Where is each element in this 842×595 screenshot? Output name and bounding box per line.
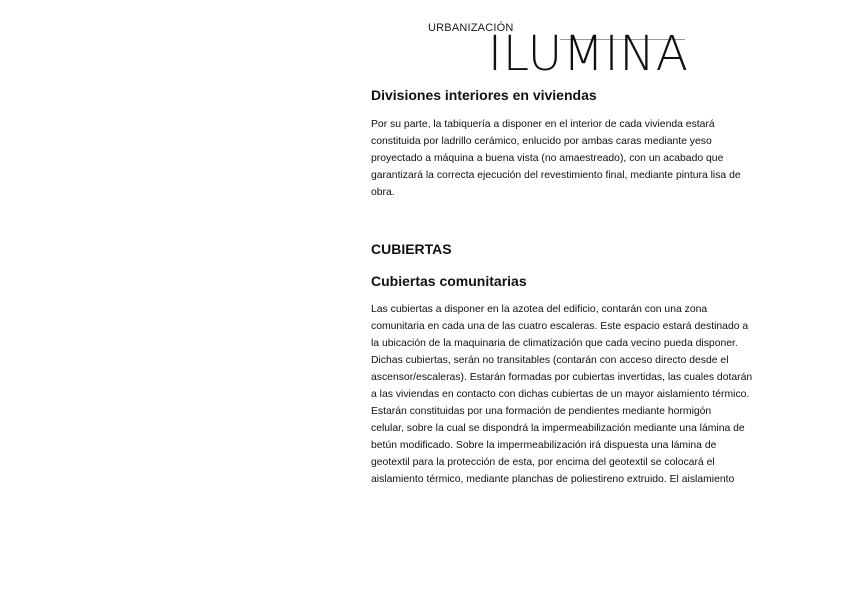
paragraph-line: comunitaria en cada una de las cuatro escaleras. Este espacio estará destinado a bbox=[371, 321, 749, 332]
heading-cubiertas: CUBIERTAS bbox=[371, 241, 452, 257]
paragraph-line: constituida por ladrillo cerámico, enlucido por ambas caras mediante yeso bbox=[371, 136, 712, 147]
paragraph-divisiones bbox=[371, 116, 776, 201]
heading-cubiertas-comunitarias: Cubiertas comunitarias bbox=[371, 273, 527, 289]
paragraph-line: ascensor/escaleras). Estarán formadas por cubiertas invertidas, las cuales dotarán bbox=[371, 372, 753, 383]
paragraph-line: proyectado a máquina a buena vista (no amaestreado), con un acabado que bbox=[371, 153, 724, 164]
paragraph-line: celular, sobre la cual se dispondrá la impermeabilización mediante una lámina de bbox=[371, 423, 745, 434]
logo-title: ILUMINA bbox=[488, 26, 689, 82]
paragraph-line: obra. bbox=[371, 187, 395, 198]
paragraph-line: Por su parte, la tabiquería a disponer en el interior de cada vivienda estará bbox=[371, 119, 715, 130]
heading-divisiones: Divisiones interiores en viviendas bbox=[371, 87, 597, 103]
paragraph-line: Las cubiertas a disponer en la azotea del edificio, contarán con una zona bbox=[371, 304, 708, 315]
paragraph-line: betún modificado. Sobre la impermeabilización irá dispuesta una lámina de bbox=[371, 440, 717, 451]
paragraph-line: garantizará la correcta ejecución del revestimiento final, mediante pintura lisa de bbox=[371, 170, 741, 181]
paragraph-line: la ubicación de la maquinaria de climatización que cada vecino pueda disponer. bbox=[371, 338, 738, 349]
paragraph-line: aislamiento térmico, mediante planchas de poliestireno extruido. El aislamiento bbox=[371, 474, 735, 485]
logo-subtitle: URBANIZACIÓN bbox=[428, 22, 514, 34]
paragraph-cubiertas-comunitarias bbox=[371, 301, 776, 488]
paragraph-line: Estarán constituidas por una formación de pendientes mediante hormigón bbox=[371, 406, 712, 417]
paragraph-line: Dichas cubiertas, serán no transitables (contarán con acceso directo desde el bbox=[371, 355, 729, 366]
paragraph-line: geotextil para la protección de esta, por encima del geotextil se colocará el bbox=[371, 457, 715, 468]
document-body bbox=[371, 86, 776, 488]
paragraph-line: a las viviendas en contacto con dichas cubiertas de un mayor aislamiento térmico. bbox=[371, 389, 750, 400]
